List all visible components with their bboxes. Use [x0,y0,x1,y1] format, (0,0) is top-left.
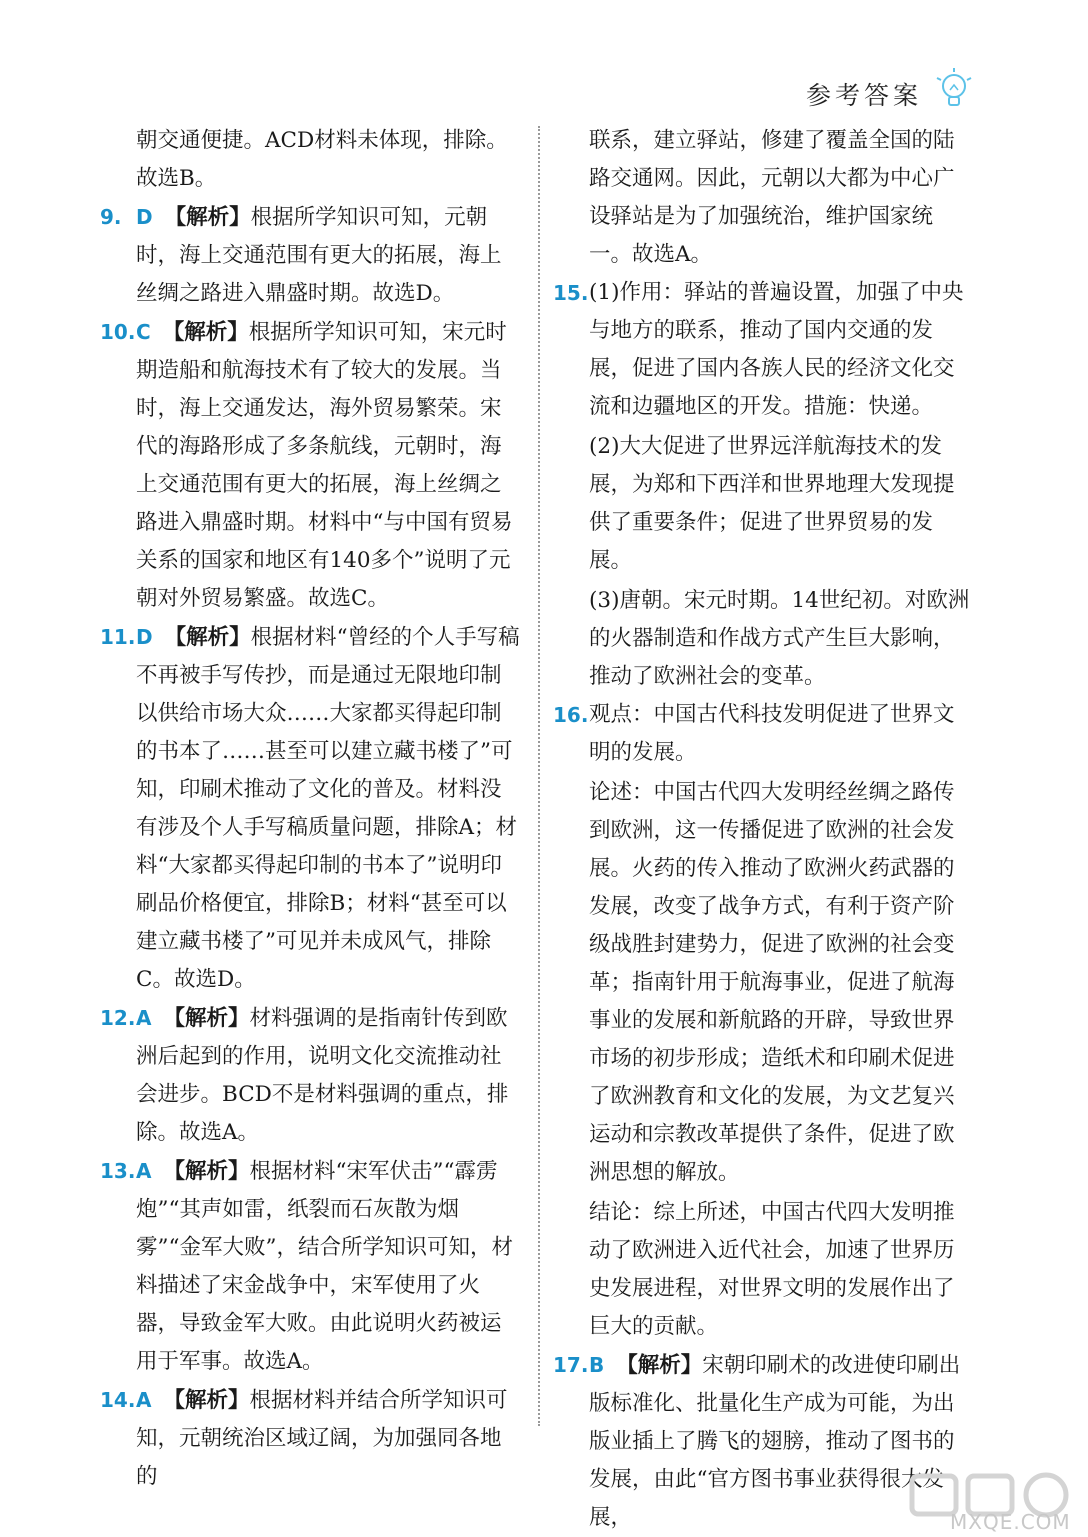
answer-item-12: 12. A 【解析】材料强调的是指南针传到欧洲后起到的作用，说明文化交流推动社会进步。BCD不是材料强调的重点，排除。故选A。 [100,1006,509,1145]
column-divider [538,126,540,1426]
page-header-title: 参考答案 [806,81,923,110]
answer-letter: A [136,1159,152,1183]
answer-item-15: 15. (1)作用：驿站的普遍设置，加强了中央与地方的联系，推动了国内交通的发展，促进了国内各族人民的经济文化交流和边疆地区的开发。措施：快递。 (2)大大促进了世界远洋航海技术的发展，为郑和下西洋和世界地理大发现提供了重要条件；促进了世界贸易的发展。 (3)唐朝。宋元时期。14世纪初。对欧洲的火器制造和作战方式产生巨大影响，推动了欧洲社会的变革。 [553,274,973,696]
watermark-text: MXQE.COM [950,1510,1071,1534]
answer-item-16: 16. 观点：中国古代科技发明促进了世界文明的发展。 论述：中国古代四大发明经丝绸之路传到欧洲，这一传播促进了欧洲的社会发展。火药的传入推动了欧洲火药武器的发展，改变了战争方式，有利于资产阶级战胜封建势力，促进了欧洲的社会变革；指南针用于航海事业，促进了航海事业的发展和新航路的开辟，导致世界市场的初步形成；造纸术和印刷术促进了欧洲教育和文化的发展，为文艺复兴运动和宗教改革提供了条件，促进了欧洲思想的解放。 结论：综上所述，中国古代四大发明推动了欧洲进入近代社会，加速了世界历史发展进程，对世界文明的发展作出了巨大的贡献。 [553,696,973,1346]
answer-item-11: 11. D 【解析】根据材料“曾经的个人手写稿不再被手写传抄，而是通过无限地印制以供给市场大众……大家都买得起印制的书本了……甚至可以建立藏书楼了”可知，印刷术推动了文化的普及。材料没有涉及个人手写稿质量问题，排除A；材料“大家都买得起印制的书本了”说明印刷品价格便宜，排除B；材料“甚至可以建立藏书楼了”可见并未成风气，排除C。故选D。 [100,625,520,992]
q15-part-2: (2)大大促进了世界远洋航海技术的发展，为郑和下西洋和世界地理大发现提供了重要条件；促进了世界贸易的发展。 [589,434,955,573]
right-continuation: 联系，建立驿站，修建了覆盖全国的陆路交通网。因此，元朝以大都为中心广设驿站是为了加强统治，维护国家统一。故选A。 [589,128,955,267]
left-column [100,122,520,1496]
answer-letter: D [136,625,153,649]
answer-letter: D [136,205,153,229]
right-column [553,122,973,1537]
q16-conclusion: 结论：综上所述，中国古代四大发明推动了欧洲进入近代社会，加速了世界历史发展进程，对世界文明的发展作出了巨大的贡献。 [589,1200,955,1339]
answer-item-13: 13. A 【解析】根据材料“宋军伏击”“霹雳炮”“其声如雷，纸裂而石灰散为烟雾”“金军大败”，结合所学知识可知，材料描述了宋金战争中，宋军使用了火器，导致金军大败。由此说明火药被运用于军事。故选A。 [100,1159,513,1374]
lightbulb-icon [932,66,976,114]
answer-item-10: 10. C 【解析】根据所学知识可知，宋元时期造船和航海技术有了较大的发展。当时，海上交通发达，海外贸易繁荣。宋代的海路形成了多条航线，元朝时，海上交通范围有更大的拓展，海上丝绸之路进入鼎盛时期。材料中“与中国有贸易关系的国家和地区有140多个”说明了元朝对外贸易繁盛。故选C。 [100,320,513,611]
answer-letter: C [136,320,151,344]
q15-part-3: (3)唐朝。宋元时期。14世纪初。对欧洲的火器制造和作战方式产生巨大影响，推动了欧洲社会的变革。 [589,588,970,689]
answer-letter: B [589,1353,605,1377]
answer-letter: A [136,1006,152,1030]
answer-letter: A [136,1388,152,1412]
q16-viewpoint: 观点：中国古代科技发明促进了世界文明的发展。 [589,702,955,765]
answer-item-9: 9. D 【解析】根据所学知识可知，元朝时，海上交通范围有更大的拓展，海上丝绸之路进入鼎盛时期。故选D。 [100,205,502,306]
left-continuation: 朝交通便捷。ACD材料未体现，排除。故选B。 [136,128,508,191]
q15-part-1: (1)作用：驿站的普遍设置，加强了中央与地方的联系，推动了国内交通的发展，促进了国内各族人民的经济文化交流和边疆地区的开发。措施：快递。 [589,280,964,419]
q16-argument: 论述：中国古代四大发明经丝绸之路传到欧洲，这一传播促进了欧洲的社会发展。火药的传入推动了欧洲火药武器的发展，改变了战争方式，有利于资产阶级战胜封建势力，促进了欧洲的社会变革；指南针用于航海事业，促进了航海事业的发展和新航路的开辟，导致世界市场的初步形成；造纸术和印刷术促进了欧洲教育和文化的发展，为文艺复兴运动和宗教改革提供了条件，促进了欧洲思想的解放。 [589,780,955,1185]
answer-item-17: 17. B 【解析】宋朝印刷术的改进使印刷出版标准化、批量化生产成为可能，为出版业插上了腾飞的翅膀，推动了图书的发展，由此“官方图书事业获得很大发展， [553,1353,961,1530]
answer-item-14: 14. A 【解析】根据材料并结合所学知识可知，元朝统治区域辽阔，为加强同各地的 [100,1388,508,1489]
